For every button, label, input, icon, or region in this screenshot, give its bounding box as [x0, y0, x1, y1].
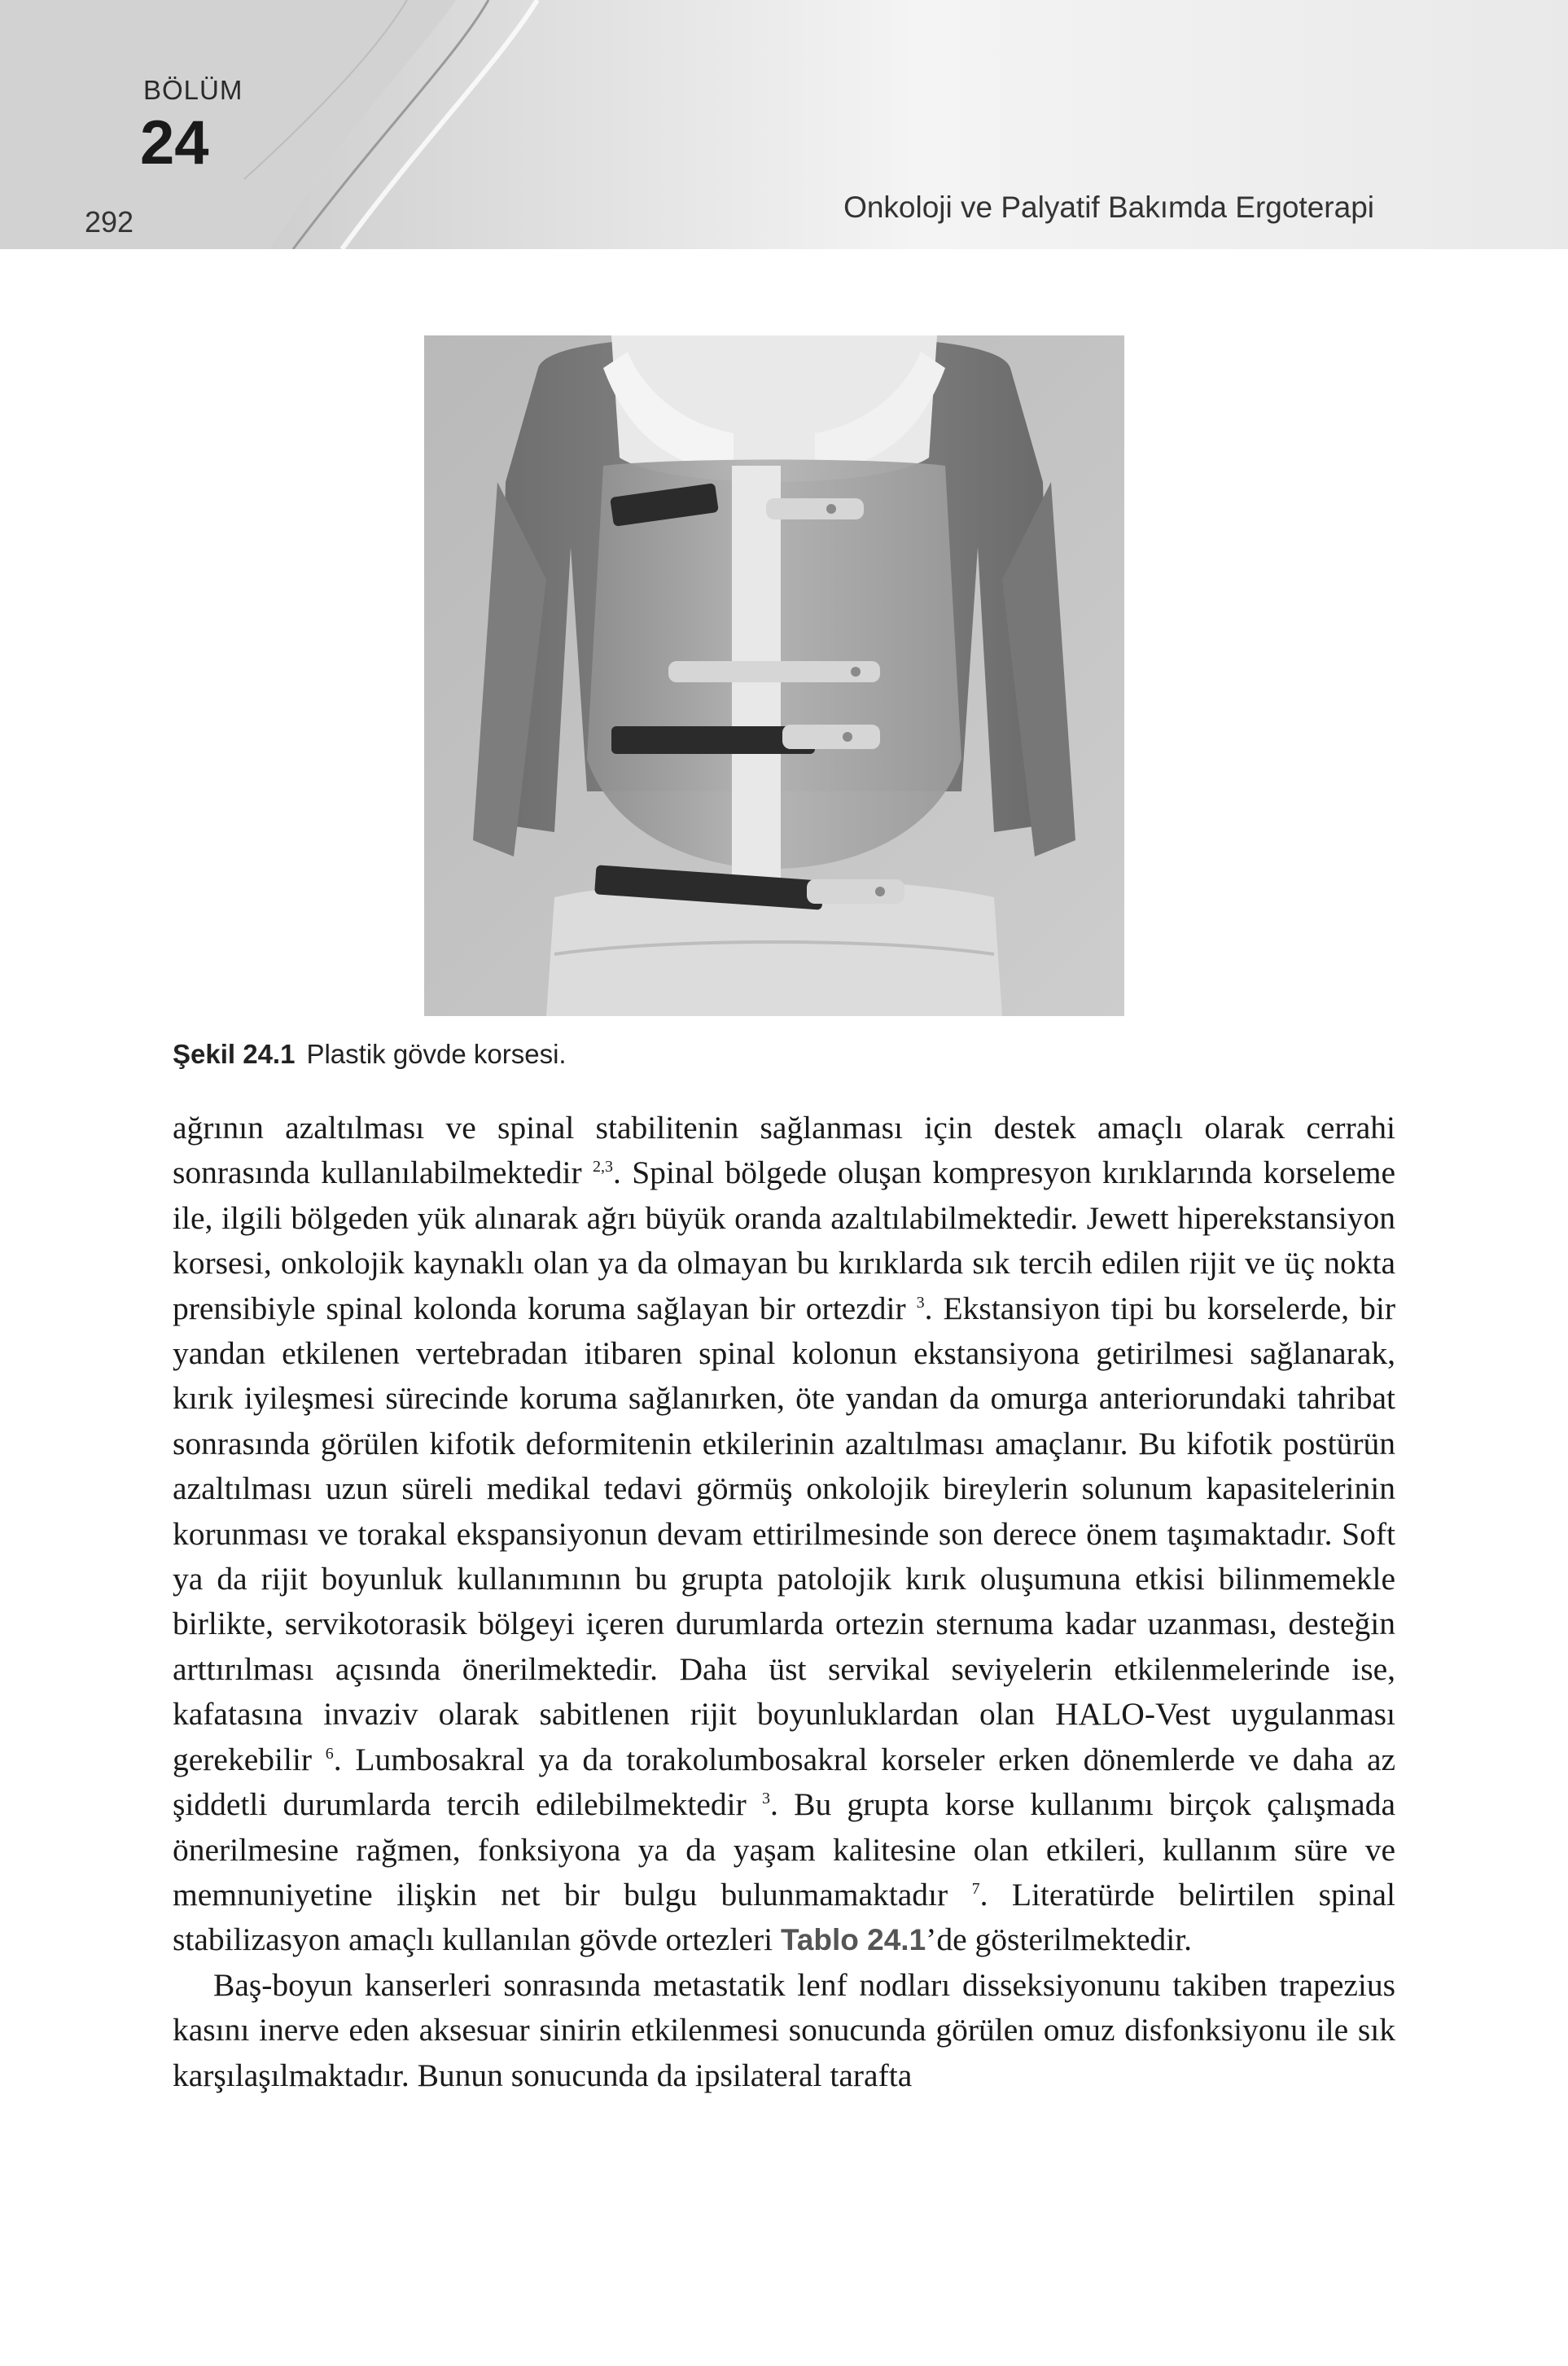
citation: 3 [762, 1790, 771, 1808]
paragraph: Baş-boyun kanserleri sonrasında metastatik lenf nodları disseksiyonunu takiben trapezius kasını inerve eden aksesuar sinirin etkilenmesi sonucunda görülen omuz disfonksiyonu ile sık karşılaşılmaktadır. Bunun sonucunda da ipsilateral tarafta [173, 1966, 1395, 2093]
text-run: ’de gösterilmektedir. [926, 1921, 1193, 1958]
text-run: ağrının azaltılması ve spinal stabilitenin sağlanması için destek amaçlı olarak cerrahi sonrasında kullanılabilmektedir [173, 1110, 1395, 1191]
citation: 7 [971, 1879, 980, 1898]
trunk-brace-photo [424, 335, 1124, 1016]
figure-caption [173, 1039, 567, 1070]
running-title: Onkoloji ve Palyatif Bakımda Ergoterapi [843, 191, 1374, 224]
text-run: . Bu grupta korse kullanımı birçok çalışmada önerilmesine rağmen, fonksiyona ya da yaşam kalitesine olan etkileri, kullanım süre ve memnuniyetine ilişkin net bir bulgu bulunmamaktadır [173, 1786, 1395, 1913]
citation: 2,3 [592, 1158, 613, 1176]
text-run: . Lumbosakral ya da torakolumbosakral korseler erken dönemlerde ve daha az şiddetli durumlarda tercih edilebilmektedir [173, 1741, 1396, 1823]
text-run: . Ekstansiyon tipi bu korselerde, bir yandan etkilenen vertebradan itibaren spinal kolonun ekstansiyona getirilmesi sağlanarak, kırık iyileşmesi sürecinde koruma sağlanırken, öte yandan da omurga anteriorundaki tahribat sonrasında görülen kifotik deformitenin etkilerinin azaltılması amaçlanır. Bu kifotik postürün azaltılması uzun süreli medikal tedavi görmüş onkolojik bireylerin solunum kapasitelerinin korunması ve torakal ekspansiyonun devam ettirilmesinde son derece önem taşımaktadır. Soft ya da rijit boyunluk kullanımının bu grupta patolojik kırık oluşumuna etkisi bilinmemekle birlikte, servikotorasik bölgeyi içeren durumlarda ortezin sternuma kadar uzanması, desteğin arttırılması açısında önerilmektedir. Daha üst servikal seviyelerin etkilenmelerinde ise, kafatasına invaziv olarak sabitlenen rijit boyunluklardan olan HALO-Vest uygulanması gerekebilir [173, 1290, 1395, 1777]
citation: 3 [916, 1293, 925, 1312]
body-text [173, 1106, 1395, 2098]
chapter-label: BÖLÜM [143, 75, 243, 105]
paragraph [173, 1106, 1395, 1963]
citation: 6 [325, 1744, 334, 1763]
page-number: 292 [85, 205, 134, 239]
figure-photo [424, 335, 1124, 1016]
text-run: . Spinal bölgede oluşan kompresyon kırıklarında korseleme ile, ilgili bölgeden yük alınarak ağrı büyük oranda azaltılabilmektedir. Jewett hiperekstansiyon korsesi, onkolojik kaynaklı olan ya da olmayan bu kırıklarda sık tercih edilen rijit ve üç nokta prensibiyle spinal kolonda koruma sağlayan bir ortezdir [173, 1155, 1395, 1326]
page-header [0, 0, 1568, 249]
chapter-number: 24 [140, 108, 209, 177]
figure-caption-label: Şekil 24.1 [173, 1039, 296, 1069]
text-run: . Literatürde belirtilen spinal stabilizasyon amaçlı kullanılan gövde ortezleri [173, 1876, 1396, 1958]
table-reference-link[interactable]: Tablo 24.1 [780, 1923, 926, 1957]
figure-caption-text: Plastik gövde korsesi. [306, 1039, 567, 1069]
